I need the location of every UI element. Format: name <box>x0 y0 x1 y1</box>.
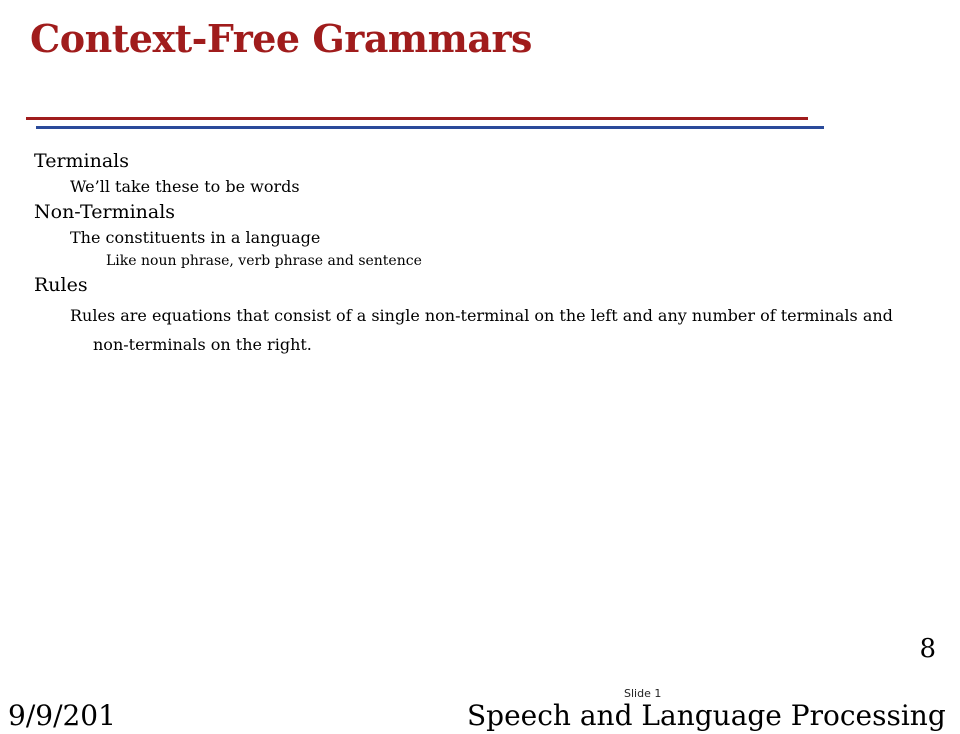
bullet-terminals: Terminals <box>34 150 130 172</box>
sub-bullet-terminals-words: We’ll take these to be words <box>70 177 300 196</box>
bullet-rules: Rules <box>34 274 88 296</box>
footer-date: 9/9/201 <box>8 699 116 732</box>
bullet-non-terminals: Non-Terminals <box>34 201 176 223</box>
slide-title: Context-Free Grammars <box>30 16 532 61</box>
title-underline-blue <box>36 126 824 129</box>
sub-sub-bullet-examples: Like noun phrase, verb phrase and sentence <box>106 253 422 269</box>
title-underline-red <box>26 117 808 120</box>
slide-body <box>34 148 914 359</box>
footer-course-title: Speech and Language Processing <box>467 699 946 732</box>
sub-bullet-constituents: The constituents in a language <box>70 228 321 247</box>
sub-bullet-rules-definition: Rules are equations that consist of a single non-terminal on the left and any number of terminals and non-terminals on the right. <box>70 306 893 354</box>
slide-label: Slide 1 <box>624 687 662 700</box>
page-number: 8 <box>919 634 936 664</box>
